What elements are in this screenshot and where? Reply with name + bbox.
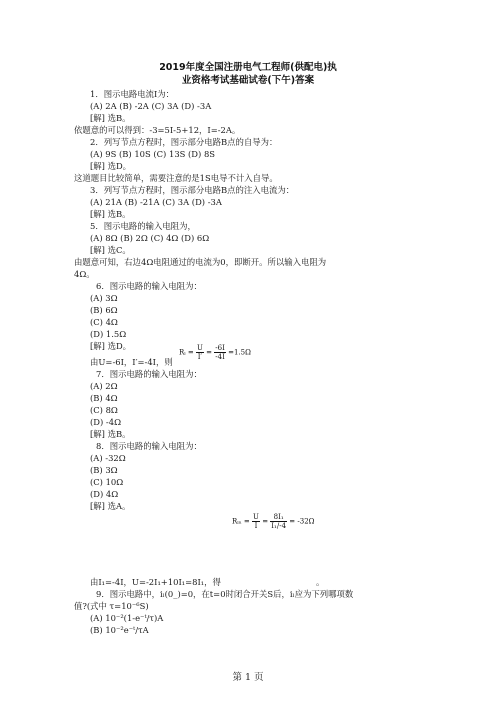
answer-1: [解] 选B。 bbox=[90, 113, 131, 123]
explanation-1: 依题意的可以得到：-3=5I-5+12，I=-2A。 bbox=[74, 125, 241, 135]
formula-input-resistance-8 bbox=[232, 513, 314, 530]
option-8b: (B) 3Ω bbox=[90, 465, 118, 475]
formula-equals: = bbox=[262, 517, 269, 526]
doc-title-line-1: 2019年度全国注册电气工程师(供配电)执 bbox=[159, 62, 337, 73]
formula-denominator: -4I bbox=[215, 353, 225, 361]
option-7c: (C) 8Ω bbox=[90, 405, 118, 415]
formula-denominator: I′ bbox=[197, 353, 203, 361]
formula-numerator: U bbox=[197, 344, 203, 352]
formula-numerator: U bbox=[253, 513, 259, 521]
option-9a: (A) 10⁻²(1-e⁻ᵗ/τ)A bbox=[90, 613, 164, 623]
answer-7: [解] 选B。 bbox=[90, 429, 131, 439]
option-7d: (D) -4Ω bbox=[90, 417, 122, 427]
options-1: (A) 2A (B) -2A (C) 3A (D) -3A bbox=[90, 101, 212, 111]
option-6d: (D) 1.5Ω bbox=[90, 329, 127, 339]
formula-numerator: -6I bbox=[215, 344, 225, 352]
explanation-5: 由题意可知，右边4Ω电阻通过的电流为0，即断开。所以输入电阻为 bbox=[74, 257, 327, 267]
formula-numerator: 8I₁ bbox=[270, 513, 287, 522]
formula-lhs: Rᵢ = bbox=[179, 348, 194, 357]
option-6a: (A) 3Ω bbox=[90, 293, 118, 303]
question-7: 7．图示电路的输入电阻为： bbox=[96, 369, 202, 379]
options-3: (A) 21A (B) -21A (C) 3A (D) -3A bbox=[90, 197, 222, 207]
formula-fraction bbox=[214, 344, 226, 361]
formula-denominator: I bbox=[254, 522, 258, 530]
answer-8: [解] 选A。 bbox=[90, 501, 131, 511]
question-5: 5．图示电路的输入电阻为， bbox=[90, 221, 196, 231]
question-8: 8．图示电路的输入电阻为： bbox=[96, 441, 202, 451]
option-7a: (A) 2Ω bbox=[90, 381, 118, 391]
option-9b: (B) 10⁻²e⁻ᵗ/τA bbox=[90, 625, 149, 635]
question-9: 9．图示电路中，iₗ(0_)=0，在t=0时闭合开关S后，iₗ应为下列哪项数 bbox=[96, 589, 354, 599]
page-number: 第 1 页 bbox=[232, 672, 264, 683]
formula-result: =1.5Ω bbox=[228, 348, 251, 357]
answer-6: [解] 选D。 bbox=[90, 341, 132, 351]
formula-fraction bbox=[270, 513, 287, 530]
option-6c: (C) 4Ω bbox=[90, 317, 118, 327]
option-8d: (D) 4Ω bbox=[90, 489, 119, 499]
option-6b: (B) 6Ω bbox=[90, 305, 118, 315]
question-2: 2．列写节点方程时，图示部分电路B点的自导为： bbox=[90, 137, 278, 147]
doc-title-line-2: 业资格考试基础试卷(下午)答案 bbox=[181, 75, 315, 86]
formula-input-resistance-6 bbox=[179, 344, 251, 361]
question-9-cont: 值?(式中 τ=10⁻⁶S) bbox=[74, 601, 149, 611]
formula-denominator: I₁/-4 bbox=[271, 522, 287, 530]
answer-2: [解] 选D。 bbox=[90, 161, 132, 171]
options-2: (A) 9S (B) 10S (C) 13S (D) 8S bbox=[90, 149, 216, 159]
option-7b: (B) 4Ω bbox=[90, 393, 118, 403]
explanation-8: 由I₁=-4I，U=-2I₁+10I₁=8I₁，得 bbox=[90, 577, 221, 587]
question-6: 6．图示电路的输入电阻为： bbox=[96, 281, 202, 291]
explanation-8-end: 。 bbox=[316, 577, 325, 587]
formula-equals: = bbox=[206, 348, 213, 357]
formula-result: = -32Ω bbox=[289, 517, 315, 526]
options-5: (A) 8Ω (B) 2Ω (C) 4Ω (D) 6Ω bbox=[90, 233, 210, 243]
option-8a: (A) -32Ω bbox=[90, 453, 126, 463]
question-1: 1．图示电路电流I为： bbox=[90, 89, 175, 99]
formula-fraction bbox=[196, 344, 204, 361]
question-3: 3．列写节点方程时，图示部分电路B点的注入电流为： bbox=[90, 185, 295, 195]
answer-3: [解] 选B。 bbox=[90, 209, 131, 219]
formula-lhs: Rᵢₙ = bbox=[232, 517, 250, 526]
option-8c: (C) 10Ω bbox=[90, 477, 124, 487]
explanation-6: 由U=-6I，I′=-4I，则 bbox=[90, 357, 173, 367]
answer-5: [解] 选C。 bbox=[90, 245, 131, 255]
explanation-5-cont: 4Ω。 bbox=[74, 269, 95, 279]
explanation-2: 这道题目比较简单，需要注意的是1S电导不计入自导。 bbox=[74, 173, 278, 183]
formula-fraction bbox=[252, 513, 260, 530]
